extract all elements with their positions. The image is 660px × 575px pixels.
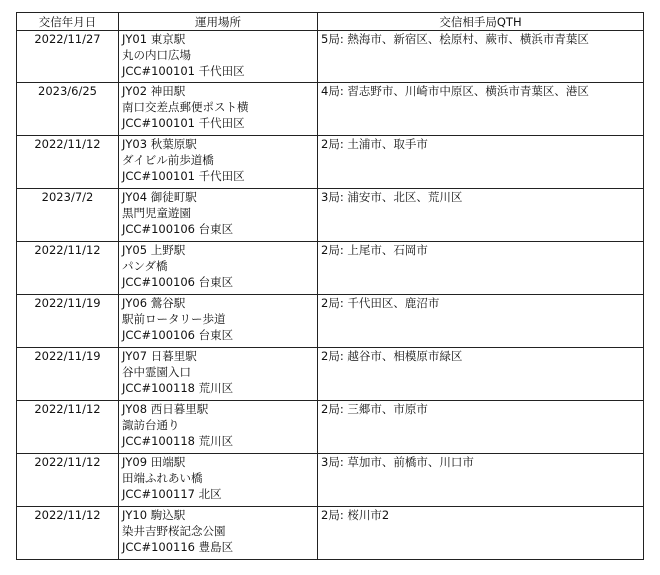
place-cell [119, 83, 318, 136]
table-row [17, 31, 644, 83]
qth-cell: 4局: 習志野市、川崎市中原区、横浜市青葉区、港区 [318, 83, 644, 136]
date-cell: 2022/11/12 [17, 242, 119, 295]
header-date: 交信年月日 [17, 13, 119, 31]
qth-cell: 2局: 三郷市、市原市 [318, 401, 644, 454]
qth-cell: 2局: 越谷市、相模原市緑区 [318, 348, 644, 401]
place-cell [119, 189, 318, 242]
qth-cell: 2局: 桜川市2 [318, 507, 644, 560]
place-cell [119, 348, 318, 401]
place-cell [119, 454, 318, 507]
operating-spot: 染井吉野桜記念公園 [122, 524, 226, 538]
date-cell: 2022/11/12 [17, 507, 119, 560]
table-row [17, 348, 644, 401]
station-name: JY09 田端駅 [122, 455, 186, 469]
date-cell: 2022/11/27 [17, 31, 119, 83]
jcc-code: JCC#100106 台東区 [122, 275, 234, 289]
station-name: JY10 駒込駅 [122, 508, 186, 522]
operating-spot: ダイビル前歩道橋 [122, 153, 214, 167]
qth-cell: 5局: 熱海市、新宿区、桧原村、蕨市、横浜市青葉区 [318, 31, 644, 83]
table-row [17, 454, 644, 507]
table-row [17, 83, 644, 136]
station-name: JY08 西日暮里駅 [122, 402, 209, 416]
qth-cell: 3局: 浦安市、北区、荒川区 [318, 189, 644, 242]
date-cell: 2023/6/25 [17, 83, 119, 136]
place-cell [119, 401, 318, 454]
place-cell [119, 242, 318, 295]
station-name: JY05 上野駅 [122, 243, 186, 257]
place-cell [119, 507, 318, 560]
table-row [17, 507, 644, 560]
station-name: JY07 日暮里駅 [122, 349, 197, 363]
jcc-code: JCC#100101 千代田区 [122, 116, 245, 130]
jcc-code: JCC#100101 千代田区 [122, 169, 245, 183]
table-row [17, 401, 644, 454]
operating-spot: 諏訪台通り [122, 418, 180, 432]
header-qth: 交信相手局QTH [318, 13, 644, 31]
table-row [17, 242, 644, 295]
table-row [17, 295, 644, 348]
date-cell: 2022/11/19 [17, 295, 119, 348]
qth-cell: 2局: 千代田区、鹿沼市 [318, 295, 644, 348]
operating-spot: 田端ふれあい橋 [122, 471, 203, 485]
station-name: JY03 秋葉原駅 [122, 137, 197, 151]
jcc-code: JCC#100118 荒川区 [122, 434, 234, 448]
station-name: JY04 御徒町駅 [122, 190, 197, 204]
operating-spot: 南口交差点郵便ポスト横 [122, 100, 249, 114]
header-row [17, 13, 644, 31]
jcc-code: JCC#100118 荒川区 [122, 381, 234, 395]
qth-cell: 2局: 土浦市、取手市 [318, 136, 644, 189]
header-place: 運用場所 [119, 13, 318, 31]
date-cell: 2022/11/12 [17, 136, 119, 189]
operating-spot: パンダ橋 [122, 259, 168, 273]
station-name: JY01 東京駅 [122, 32, 186, 46]
operating-spot: 谷中霊園入口 [122, 365, 191, 379]
jcc-code: JCC#100101 千代田区 [122, 64, 245, 78]
date-cell: 2022/11/19 [17, 348, 119, 401]
date-cell: 2022/11/12 [17, 401, 119, 454]
table-body [17, 31, 644, 560]
station-name: JY02 神田駅 [122, 84, 186, 98]
qth-cell: 2局: 上尾市、石岡市 [318, 242, 644, 295]
jcc-code: JCC#100117 北区 [122, 487, 222, 501]
operating-spot: 駅前ロータリー歩道 [122, 312, 226, 326]
table-header [17, 13, 644, 31]
place-cell [119, 295, 318, 348]
jcc-code: JCC#100106 台東区 [122, 328, 234, 342]
table-row [17, 136, 644, 189]
jcc-code: JCC#100116 豊島区 [122, 540, 234, 554]
place-cell [119, 136, 318, 189]
date-cell: 2023/7/2 [17, 189, 119, 242]
jcc-code: JCC#100106 台東区 [122, 222, 234, 236]
qso-log-table [16, 12, 644, 560]
date-cell: 2022/11/12 [17, 454, 119, 507]
station-name: JY06 鶯谷駅 [122, 296, 186, 310]
qth-cell: 3局: 草加市、前橋市、川口市 [318, 454, 644, 507]
operating-spot: 黒門児童遊園 [122, 206, 191, 220]
operating-spot: 丸の内口広場 [122, 48, 191, 62]
place-cell [119, 31, 318, 83]
table-row [17, 189, 644, 242]
